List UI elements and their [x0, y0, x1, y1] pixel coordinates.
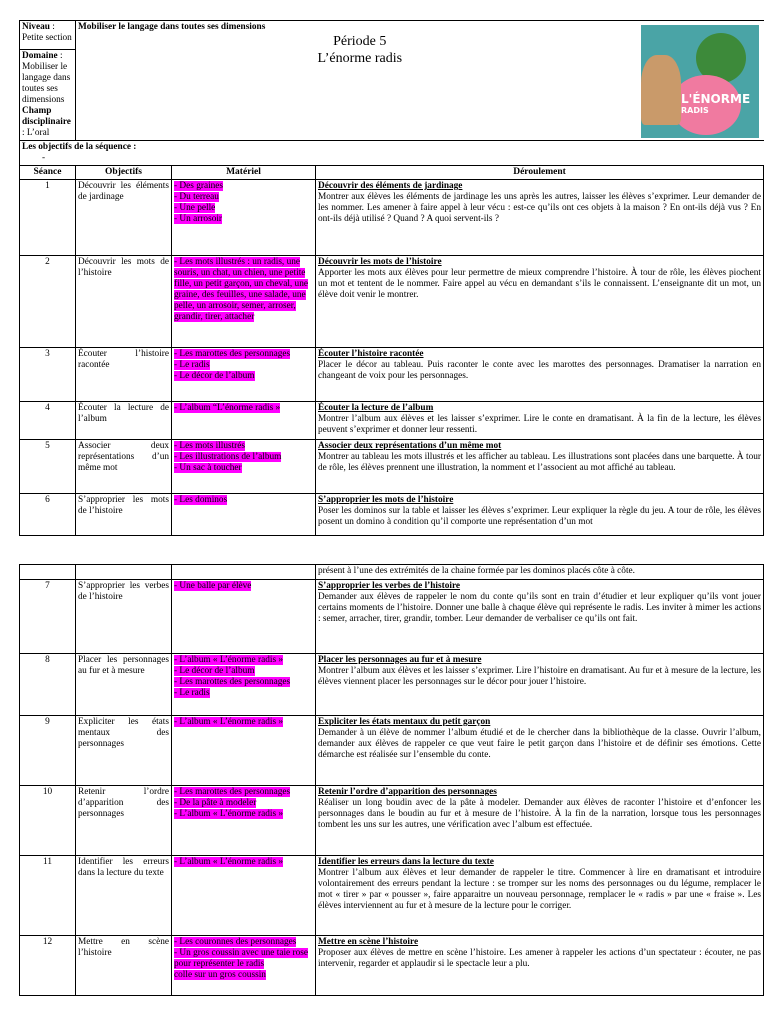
materiel-item: - Les illustrations de l’album	[174, 452, 282, 462]
deroulement-title: Identifier les erreurs dans la lecture du texte	[318, 857, 494, 867]
materiel-item: - Le radis	[174, 360, 210, 370]
horse-shape	[641, 55, 681, 125]
seance-row	[20, 348, 764, 402]
materiel-item: - Le décor de l’album	[174, 371, 255, 381]
column-headers	[20, 166, 764, 180]
deroulement-text: Montrer l’album aux élèves et leur demander de rappeler le titre. Commencer à lire en dramatisant et introduire volontairement des erreurs pendant la lecture : se tromper sur les noms des personnages ou du légume, remplacer le mot « tirer » par « pousser », faire apparaitre un nouveau personnage, remplacer le « radis » par une « fraise ». Les élèves interviennent au fur et à mesure de la lecture pour le corriger.	[318, 868, 761, 911]
seance-number: 8	[20, 654, 76, 716]
deroulement-title: S’approprier les verbes de l’histoire	[318, 581, 461, 591]
materiel-item: - L’album « L’énorme radis »	[174, 809, 284, 819]
continuation-text: présent à l’une des extrémités de la chaine formée par les dominos placés côte à côte.	[316, 565, 764, 580]
objectifs-sequence-label: Les objectifs de la séquence :	[22, 142, 137, 152]
objectifs-sequence-cell	[20, 141, 764, 166]
deroulement-title: Écouter l’histoire racontée	[318, 349, 424, 359]
seance-row	[20, 580, 764, 654]
deroulement-text: Montrer l’album aux élèves et les laisser s’exprimer. Lire l’histoire en dramatisant. Au fur et à mesure de la lecture, les élèves viennent placer les personnages sur le décor pour jouer l’histoire.	[318, 666, 761, 687]
seance-deroulement	[316, 256, 764, 348]
deroulement-text: Réaliser un long boudin avec de la pâte à modeler. Demander aux élèves de raconter l’histoire et d’enfoncer les personnages dans le boudin au fur et à mesure de l’histoire. À la fin de la narration, lorsque tous les personnages tombent les uns sur les autres, une vérification avec l’album est effectuée.	[318, 798, 761, 830]
seance-number: 11	[20, 856, 76, 936]
niveau-cell	[20, 21, 76, 50]
seance-materiel	[172, 856, 316, 936]
deroulement-title: S’approprier les mots de l’histoire	[318, 495, 454, 505]
rows-page-1	[20, 180, 764, 536]
deroulement-text: Montrer l’album aux élèves et les laisser s’exprimer. Lire le conte en dramatisant. À la fin de la lecture, les élèves peuvent s’exprimer et donner leur ressenti.	[318, 414, 762, 435]
seance-objectif: Associer deux représentations d’un même mot	[76, 440, 172, 494]
seance-deroulement	[316, 580, 764, 654]
seance-row	[20, 856, 764, 936]
seance-deroulement	[316, 936, 764, 996]
materiel-item: - Une pelle	[174, 203, 216, 213]
materiel-item: - Un sac à toucher	[174, 463, 242, 473]
seance-row	[20, 936, 764, 996]
seance-number: 4	[20, 402, 76, 440]
objectifs-sequence-row	[20, 141, 764, 166]
deroulement-text: Demander aux élèves de rappeler le nom du conte qu’ils sont en train d’étudier et leur expliquer qu’ils vont jouer certains moments de l’histoire. Donner une balle à chaque élève qui représente le radis. Les inviter à mimer les actions : semer, arracher, tirer, grandir, tomber. Leur demander de verbaliser ce qu’ils ont fait.	[318, 592, 761, 624]
materiel-item: - Un gros coussin avec une taie rose pour représenter le radis	[174, 948, 308, 969]
seance-materiel	[172, 256, 316, 348]
seance-objectif: Retenir l’ordre d’apparition des personnages	[76, 786, 172, 856]
col-objectifs: Objectifs	[76, 166, 172, 180]
deroulement-title: Découvrir les mots de l’histoire	[318, 257, 442, 267]
materiel-item: - Du terreau	[174, 192, 219, 202]
seance-row	[20, 654, 764, 716]
seance-number: 9	[20, 716, 76, 786]
seance-number: 12	[20, 936, 76, 996]
seance-materiel	[172, 936, 316, 996]
seance-materiel	[172, 654, 316, 716]
materiel-item: - Le radis	[174, 688, 210, 698]
deroulement-title: Découvrir des éléments de jardinage	[318, 181, 463, 191]
deroulement-text: Proposer aux élèves de mettre en scène l’histoire. Les amener à rappeler les actions d’un spectateur : écouter, ne pas intervenir, regarder et applaudir si le spectacle leur a plu.	[318, 948, 761, 969]
seance-deroulement	[316, 494, 764, 536]
cover-title	[681, 93, 750, 117]
seance-number: 7	[20, 580, 76, 654]
seance-objectif: Écouter l’histoire racontée	[76, 348, 172, 402]
continuation-row	[20, 565, 764, 580]
seance-objectif: Expliciter les états mentaux des personnages	[76, 716, 172, 786]
col-materiel: Matériel	[172, 166, 316, 180]
seance-number: 2	[20, 256, 76, 348]
seance-materiel	[172, 716, 316, 786]
seance-deroulement	[316, 348, 764, 402]
niveau-value: : Petite section	[22, 22, 72, 43]
materiel-item: - Les dominos	[174, 495, 228, 505]
seance-objectif: S’approprier les verbes de l’histoire	[76, 580, 172, 654]
seance-number: 5	[20, 440, 76, 494]
materiel-item: - L’album “L’énorme radis »	[174, 403, 281, 413]
materiel-item: - Des graines	[174, 181, 224, 191]
cover-title-text: L'ÉNORME	[681, 92, 751, 106]
materiel-item: - Les marottes des personnages	[174, 787, 291, 797]
materiel-item: - L’album « L’énorme radis »	[174, 655, 284, 665]
domaine-label: Domaine	[22, 51, 58, 61]
seance-materiel	[172, 440, 316, 494]
seance-objectif: S’approprier les mots de l’histoire	[76, 494, 172, 536]
seance-materiel	[172, 580, 316, 654]
seance-row	[20, 440, 764, 494]
seance-number: 3	[20, 348, 76, 402]
seance-objectif: Identifier les erreurs dans la lecture du texte	[76, 856, 172, 936]
seance-objectif: Écouter la lecture de l’album	[76, 402, 172, 440]
seance-objectif: Découvrir les mots de l’histoire	[76, 256, 172, 348]
materiel-item: - L’album « L’énorme radis »	[174, 717, 284, 727]
col-seance: Séance	[20, 166, 76, 180]
materiel-item: - Une balle par élève	[174, 581, 252, 591]
materiel-item: - Les marottes des personnages	[174, 677, 291, 687]
niveau-label: Niveau	[22, 22, 50, 32]
deroulement-text: Demander à un élève de nommer l’album étudié et de le chercher dans la bibliothèque de la classe. Ouvrir l’album, demander aux élèves de rappeler ce que veut faire le petit garçon dans l’histoire et de définir ses émotions. Cette démarche est réalisée sur l’ensemble du conte.	[318, 728, 761, 760]
materiel-item: - L’album « L’énorme radis »	[174, 857, 284, 867]
deroulement-title: Expliciter les états mentaux du petit garçon	[318, 717, 491, 727]
seance-deroulement	[316, 716, 764, 786]
domaine-cell	[20, 50, 76, 141]
seance-materiel	[172, 786, 316, 856]
seance-row	[20, 402, 764, 440]
seance-number: 10	[20, 786, 76, 856]
deroulement-title: Mettre en scène l’histoire	[318, 937, 419, 947]
seance-objectif: Mettre en scène l’histoire	[76, 936, 172, 996]
deroulement-text: Apporter les mots aux élèves pour leur permettre de mieux comprendre l’histoire. À tour de rôle, les élèves piochent un mot et tentent de le nommer. Faire appel au vécu en demandant s’ils le connaissent. L’enseignante dit un mot, un élève doit venir le montrer.	[318, 268, 762, 300]
seance-deroulement	[316, 440, 764, 494]
materiel-item: - Le décor de l’album	[174, 666, 255, 676]
seance-deroulement	[316, 180, 764, 256]
seance-row	[20, 180, 764, 256]
materiel-item: - De la pâte à modeler	[174, 798, 257, 808]
seance-materiel	[172, 180, 316, 256]
seance-row	[20, 256, 764, 348]
materiel-item: - Les couronnes des personnages	[174, 937, 297, 947]
seance-row	[20, 786, 764, 856]
mobiliser-heading: Mobiliser le langage dans toutes ses dimensions	[78, 22, 266, 32]
cover-subtitle-text: RADIS	[681, 106, 709, 115]
seance-deroulement	[316, 654, 764, 716]
col-deroulement: Déroulement	[316, 166, 764, 180]
champ-value: : L’oral	[22, 128, 50, 138]
seance-materiel	[172, 494, 316, 536]
seance-number: 6	[20, 494, 76, 536]
materiel-item: - Les mots illustrés	[174, 441, 246, 451]
champ-label: Champ disciplinaire	[22, 106, 71, 127]
deroulement-text: Montrer aux élèves les éléments de jardinage les uns après les autres, laisser les élèves s’exprimer. Leur demander de les nommer. Les amener à faire appel à leur vécu : est-ce qu’ils ont ces objets à la maison ? En ont-ils déjà vus ? En ont-ils déjà utilisé ? Quand ? A quoi servent-ils ?	[318, 192, 762, 224]
seance-row	[20, 716, 764, 786]
deroulement-title: Retenir l’ordre d’apparition des personnages	[318, 787, 497, 797]
seance-deroulement	[316, 856, 764, 936]
deroulement-text: Placer le décor au tableau. Puis raconter le conte avec les marottes des personnages. Dramatiser la narration en changeant de voix pour les personnages.	[318, 360, 762, 381]
materiel-item: colle sur un gros coussin	[174, 970, 266, 980]
album-title: L’énorme radis	[317, 51, 403, 66]
deroulement-title: Écouter la lecture de l’album	[318, 403, 434, 413]
seance-objectif: Découvrir les éléments de jardinage	[76, 180, 172, 256]
seance-number: 1	[20, 180, 76, 256]
periode-title: Période 5	[333, 34, 387, 49]
seance-materiel	[172, 348, 316, 402]
deroulement-title: Associer deux représentations d’un même mot	[318, 441, 502, 451]
deroulement-title: Placer les personnages au fur et à mesure	[318, 655, 482, 665]
rows-page-2	[20, 580, 764, 996]
deroulement-text: Poser les dominos sur la table et laisser les élèves s’exprimer. Leur expliquer la règle du jeu. A tour de rôle, les élèves posent un domino à condition qu’il comporte une représentation d’un mot	[318, 506, 762, 527]
deroulement-text: Montrer au tableau les mots illustrés et les afficher au tableau. Les illustrations sont placées dans une barquette. À tour de rôle, les élèves prennent une illustration, la nomment et l’associent au mot affiché au tableau.	[318, 452, 762, 473]
seance-objectif: Placer les personnages au fur et à mesure	[76, 654, 172, 716]
sequence-table-page-2	[19, 564, 764, 996]
seance-row	[20, 494, 764, 536]
seance-materiel	[172, 402, 316, 440]
materiel-item: - Un arrosoir	[174, 214, 223, 224]
seance-deroulement	[316, 402, 764, 440]
seance-deroulement	[316, 786, 764, 856]
materiel-item: - Les mots illustrés : un radis, une souris, un chat, un chien, une petite fille, un petit garçon, un cheval, une graine, des feuilles, une salade, une pelle, un arrosoir, semer, arroser, grandir, tirer, attacher	[174, 257, 308, 322]
domaine-value: : Mobiliser le langage dans toutes ses dimensions	[22, 51, 71, 105]
album-cover-image	[641, 25, 759, 138]
materiel-item: - Les marottes des personnages	[174, 349, 291, 359]
objectifs-dash: -	[42, 153, 46, 163]
